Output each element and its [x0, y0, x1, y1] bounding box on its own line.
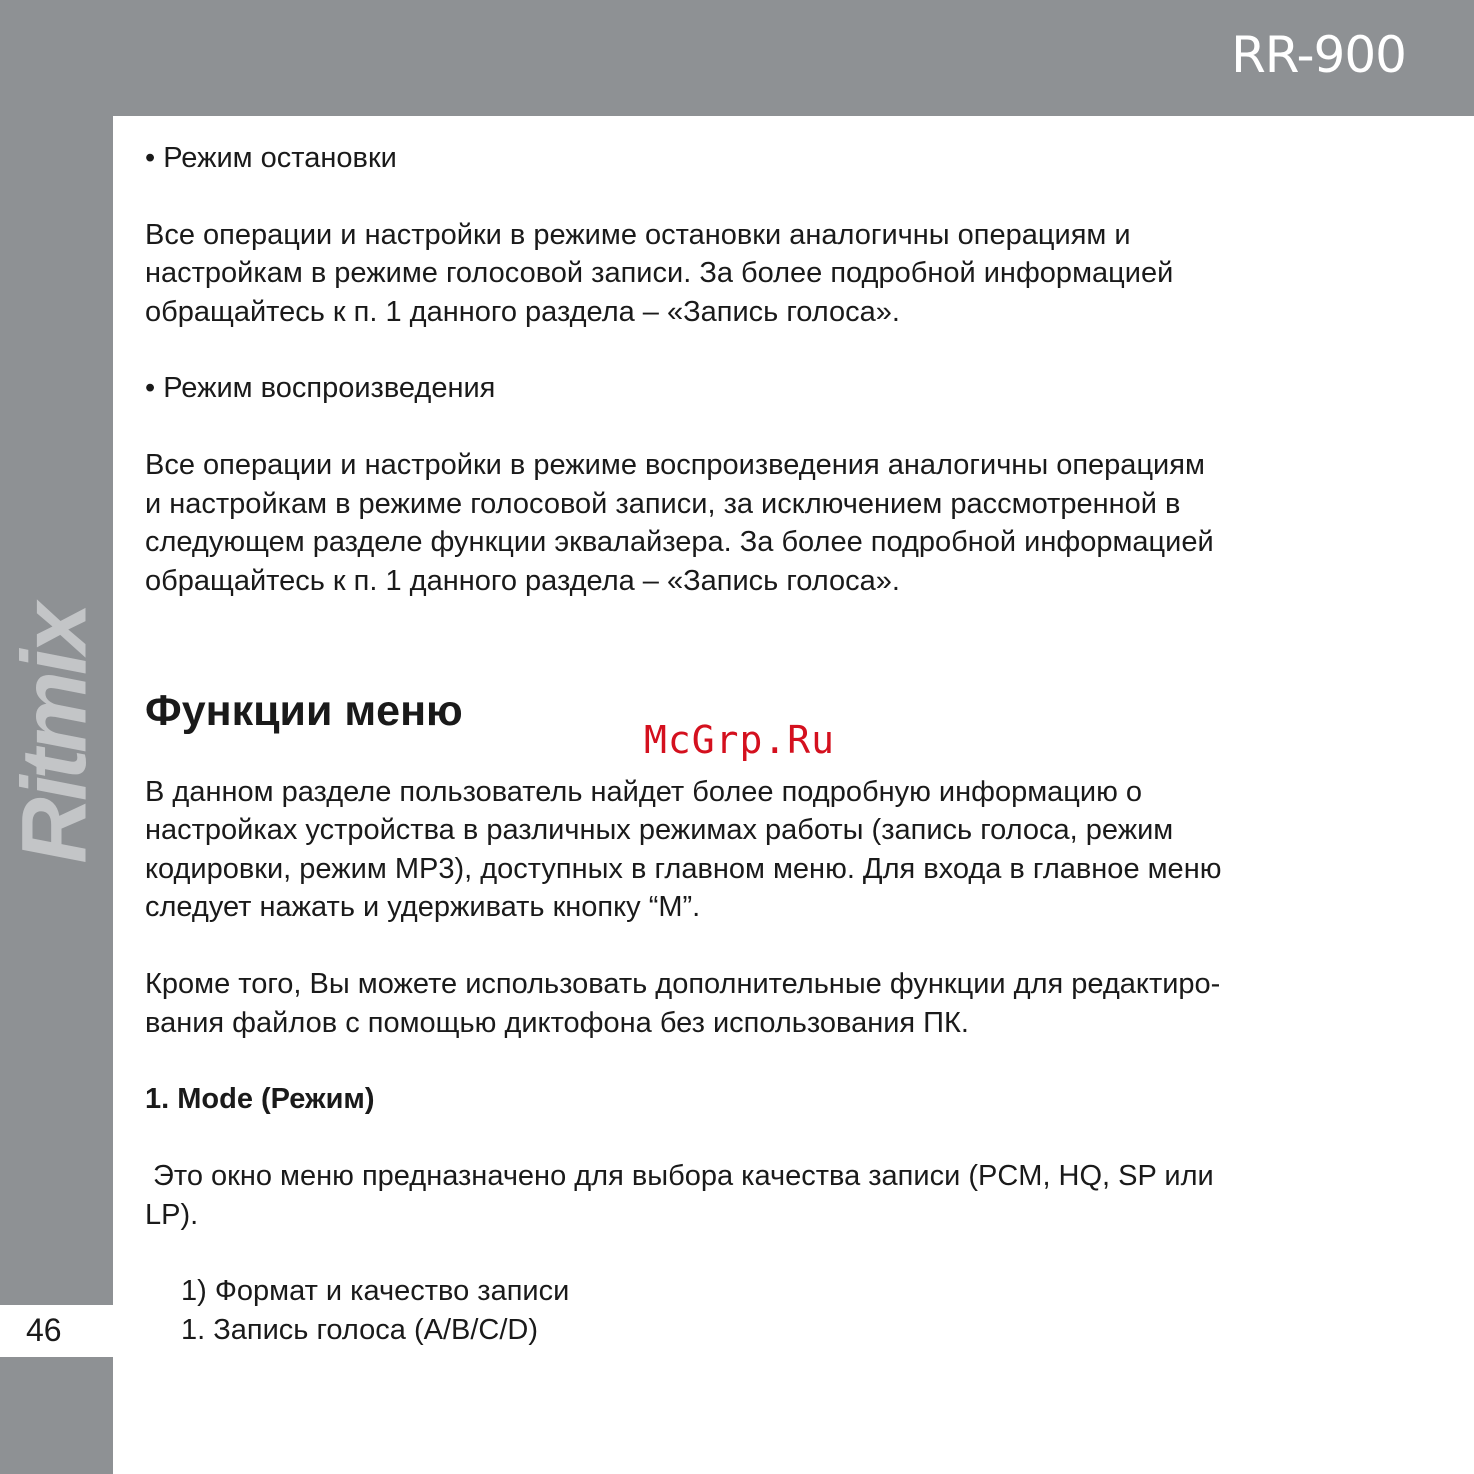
paragraph-line: следует нажать и удерживать кнопку “М”.: [145, 891, 701, 923]
list-item: 1) Формат и качество записи: [181, 1275, 570, 1307]
paragraph-line: следующем разделе функции эквалайзера. За более подробной информацией: [145, 526, 1214, 558]
paragraph-line: Все операции и настройки в режиме воспроизведения аналогичны операциям: [145, 449, 1205, 481]
subsection-title: 1. Mode (Режим): [145, 1083, 375, 1115]
bullet-play-mode: • Режим воспроизведения: [145, 372, 496, 404]
paragraph-line: обращайтесь к п. 1 данного раздела – «Запись голоса».: [145, 565, 900, 597]
paragraph-line: обращайтесь к п. 1 данного раздела – «Запись голоса».: [145, 296, 900, 328]
section-title: Функции меню: [145, 687, 463, 735]
paragraph-line: Все операции и настройки в режиме остановки аналогичны операциям и: [145, 219, 1131, 251]
paragraph-line: вания файлов с помощью диктофона без использования ПК.: [145, 1007, 969, 1039]
bullet-stop-mode: • Режим остановки: [145, 142, 397, 174]
paragraph-line: В данном разделе пользователь найдет более подробную информацию о: [145, 776, 1143, 808]
page-number: 46: [26, 1312, 62, 1348]
model-title: RR-900: [1231, 26, 1406, 84]
paragraph-line: Кроме того, Вы можете использовать дополнительные функции для редактиро-: [145, 968, 1221, 1000]
paragraph-line: и настройкам в режиме голосовой записи, за исключением рассмотренной в: [145, 488, 1181, 520]
list-item: 1. Запись голоса (A/B/C/D): [181, 1314, 539, 1346]
paragraph-line: настройкам в режиме голосовой записи. За более подробной информацией: [145, 257, 1174, 289]
brand-logo: Ritmix: [3, 606, 106, 864]
paragraph-line: кодировки, режим MP3), доступных в главном меню. Для входа в главное меню: [145, 853, 1222, 885]
paragraph-line: Это окно меню предназначено для выбора качества записи (PCM, HQ, SP или: [145, 1160, 1214, 1192]
paragraph-line: настройках устройства в различных режимах работы (запись голоса, режим: [145, 814, 1174, 846]
watermark: McGrp.Ru: [644, 718, 836, 762]
paragraph-line: LP).: [145, 1199, 199, 1231]
